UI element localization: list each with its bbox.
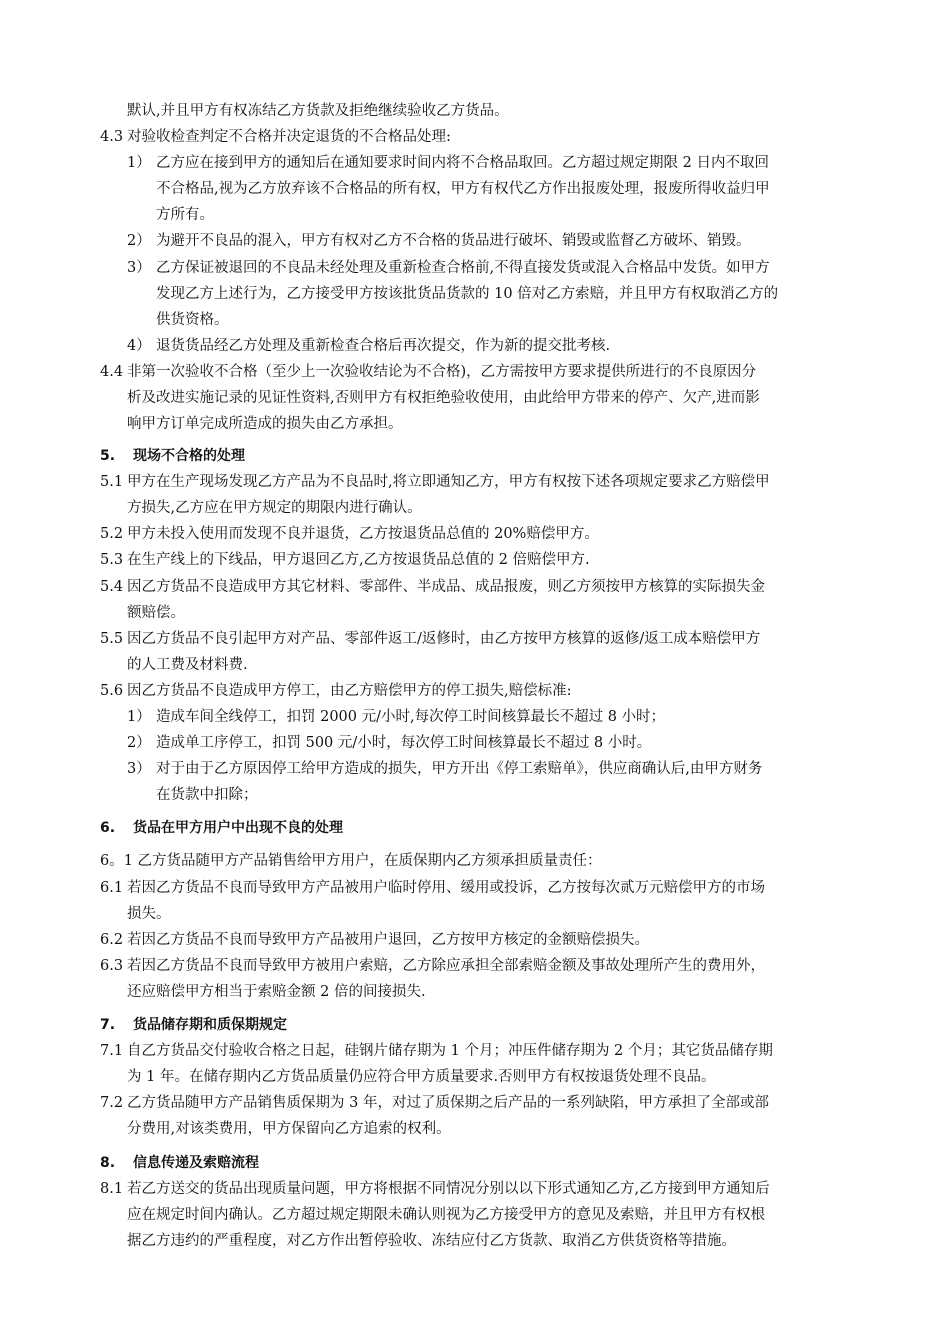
clause-number: 6.2 — [100, 932, 124, 948]
list-item-number: 1） — [127, 155, 151, 171]
clause-line: 为 1 年。在储存期内乙方货品质量仍应符合甲方质量要求.否则甲方有权按退货处理不良品。 — [127, 1069, 716, 1085]
clause-line: 非第一次验收不合格（至少上一次验收结论为不合格)，乙方需按甲方要求提供所进行的不良原因分 — [127, 364, 757, 380]
list-item-number: 2） — [127, 233, 151, 249]
clause-line: 若因乙方货品不良而导致甲方产品被用户临时停用、缓用或投诉，乙方按每次贰万元赔偿甲方的市场 — [127, 880, 765, 896]
section-number: 7. — [100, 1017, 116, 1033]
list-item-line: 为避开不良品的混入，甲方有权对乙方不合格的货品进行破坏、销毁或监督乙方破坏、销毁。 — [156, 233, 751, 249]
section-number: 5. — [100, 448, 116, 464]
continuation-text: 默认,并且甲方有权冻结乙方货款及拒绝继续验收乙方货品。 — [127, 103, 509, 119]
clause-line: 乙方货品随甲方产品销售质保期为 3 年，对过了质保期之后产品的一系列缺陷，甲方承担了全部或部 — [127, 1095, 769, 1111]
section-title: 货品储存期和质保期规定 — [133, 1017, 287, 1033]
section-heading-5 — [100, 446, 245, 466]
clause-line: 的人工费及材料费. — [127, 657, 248, 673]
section-title: 信息传递及索赔流程 — [133, 1155, 259, 1171]
clause-number: 5.3 — [100, 552, 124, 568]
list-item-line: 退货货品经乙方处理及重新检查合格后再次提交，作为新的提交批考核. — [156, 338, 611, 354]
section-title: 现场不合格的处理 — [133, 448, 245, 464]
clause-line: 应在规定时间内确认。乙方超过规定期限未确认则视为乙方接受甲方的意见及索赔，并且甲方有权根 — [127, 1207, 765, 1223]
list-item-number: 2） — [127, 735, 151, 751]
list-item-line: 在货款中扣除； — [156, 787, 258, 803]
section-number: 6. — [100, 820, 116, 836]
clause-line: 额赔偿。 — [127, 605, 185, 621]
clause-line: 甲方在生产现场发现乙方产品为不良品时,将立即通知乙方，甲方有权按下述各项规定要求乙方赔偿甲 — [127, 474, 770, 490]
clause-line: 甲方未投入使用而发现不良并退货，乙方按退货品总值的 20%赔偿甲方。 — [127, 526, 599, 542]
list-item-line: 方所有。 — [156, 207, 214, 223]
section-title: 货品在甲方用户中出现不良的处理 — [133, 820, 343, 836]
list-item-line: 对于由于乙方原因停工给甲方造成的损失，甲方开出《停工索赔单》，供应商确认后,由甲方财务 — [156, 761, 763, 777]
clause-line: 损失。 — [127, 906, 171, 922]
list-item-line: 造成车间全线停工，扣罚 2000 元/小时,每次停工时间核算最长不超过 8 小时； — [156, 709, 666, 725]
clause-line: 若因乙方货品不良而导致甲方产品被用户退回，乙方按甲方核定的金额赔偿损失。 — [127, 932, 649, 948]
list-item-line: 乙方保证被退回的不良品未经处理及重新检查合格前,不得直接发货或混入合格品中发货。如甲方 — [156, 260, 770, 276]
clause-line: 据乙方违约的严重程度，对乙方作出暂停验收、冻结应付乙方货款、取消乙方供货资格等措施。 — [127, 1233, 736, 1249]
clause-number: 6.3 — [100, 958, 124, 974]
list-item-line: 造成单工序停工，扣罚 500 元/小时，每次停工时间核算最长不超过 8 小时。 — [156, 735, 652, 751]
clause-number: 7.2 — [100, 1095, 124, 1111]
clause-line: 还应赔偿甲方相当于索赔金额 2 倍的间接损失. — [127, 984, 426, 1000]
section-heading-7 — [100, 1015, 287, 1035]
clause-line: 在生产线上的下线品，甲方退回乙方,乙方按退货品总值的 2 倍赔偿甲方. — [127, 552, 590, 568]
section-number: 8. — [100, 1155, 116, 1171]
clause-number: 6.1 — [100, 880, 124, 896]
clause-4-3-number: 4.3 — [100, 129, 124, 145]
clause-number: 5.6 — [100, 683, 124, 699]
clause-line: 自乙方货品交付验收合格之日起，硅钢片储存期为 1 个月；冲压件储存期为 2 个月；其它货品储存期 — [127, 1043, 773, 1059]
section-heading-8 — [100, 1153, 259, 1173]
clause-line: 分费用,对该类费用，甲方保留向乙方追索的权利。 — [127, 1121, 451, 1137]
clause-number: 5.2 — [100, 526, 124, 542]
list-item-number: 1） — [127, 709, 151, 725]
clause-number: 7.1 — [100, 1043, 124, 1059]
list-item-number: 3） — [127, 761, 151, 777]
clause-line: 析及改进实施记录的见证性资料,否则甲方有权拒绝验收使用，由此给甲方带来的停产、欠产,进而影 — [127, 390, 760, 406]
list-item-number: 3） — [127, 260, 151, 276]
clause-number: 5.4 — [100, 579, 124, 595]
clause-number: 8.1 — [100, 1181, 124, 1197]
list-item-line: 发现乙方上述行为，乙方接受甲方按该批货品货款的 10 倍对乙方索赔，并且甲方有权取消乙方的 — [156, 286, 779, 302]
section-6-intro: 6。1 乙方货品随甲方产品销售给甲方用户，在质保期内乙方须承担质量责任： — [100, 853, 602, 869]
clause-number: 5.5 — [100, 631, 124, 647]
clause-line: 因乙方货品不良造成甲方其它材料、零部件、半成品、成品报废，则乙方须按甲方核算的实际损失金 — [127, 579, 765, 595]
clause-4-3-text: 对验收检查判定不合格并决定退货的不合格品处理: — [127, 129, 451, 145]
section-heading-6 — [100, 818, 343, 838]
list-item-line: 乙方应在接到甲方的通知后在通知要求时间内将不合格品取回。乙方超过规定期限 2 日内不取回 — [156, 155, 769, 171]
clause-line: 响甲方订单完成所造成的损失由乙方承担。 — [127, 416, 403, 432]
list-item-line: 供货资格。 — [156, 312, 229, 328]
clause-4-4-number: 4.4 — [100, 364, 124, 380]
list-item-line: 不合格品,视为乙方放弃该不合格品的所有权，甲方有权代乙方作出报废处理，报废所得收益归甲 — [156, 181, 770, 197]
clause-line: 因乙方货品不良造成甲方停工，由乙方赔偿甲方的停工损失,赔偿标准: — [127, 683, 572, 699]
clause-number: 5.1 — [100, 474, 124, 490]
clause-line: 若乙方送交的货品出现质量问题，甲方将根据不同情况分别以以下形式通知乙方,乙方接到甲方通知后 — [127, 1181, 770, 1197]
clause-line: 若因乙方货品不良而导致甲方被用户索赔，乙方除应承担全部索赔金额及事故处理所产生的费用外， — [127, 958, 765, 974]
list-item-number: 4） — [127, 338, 151, 354]
clause-line: 方损失,乙方应在甲方规定的期限内进行确认。 — [127, 500, 422, 516]
clause-line: 因乙方货品不良引起甲方对产品、零部件返工/返修时，由乙方按甲方核算的返修/返工成本赔偿甲方 — [127, 631, 761, 647]
